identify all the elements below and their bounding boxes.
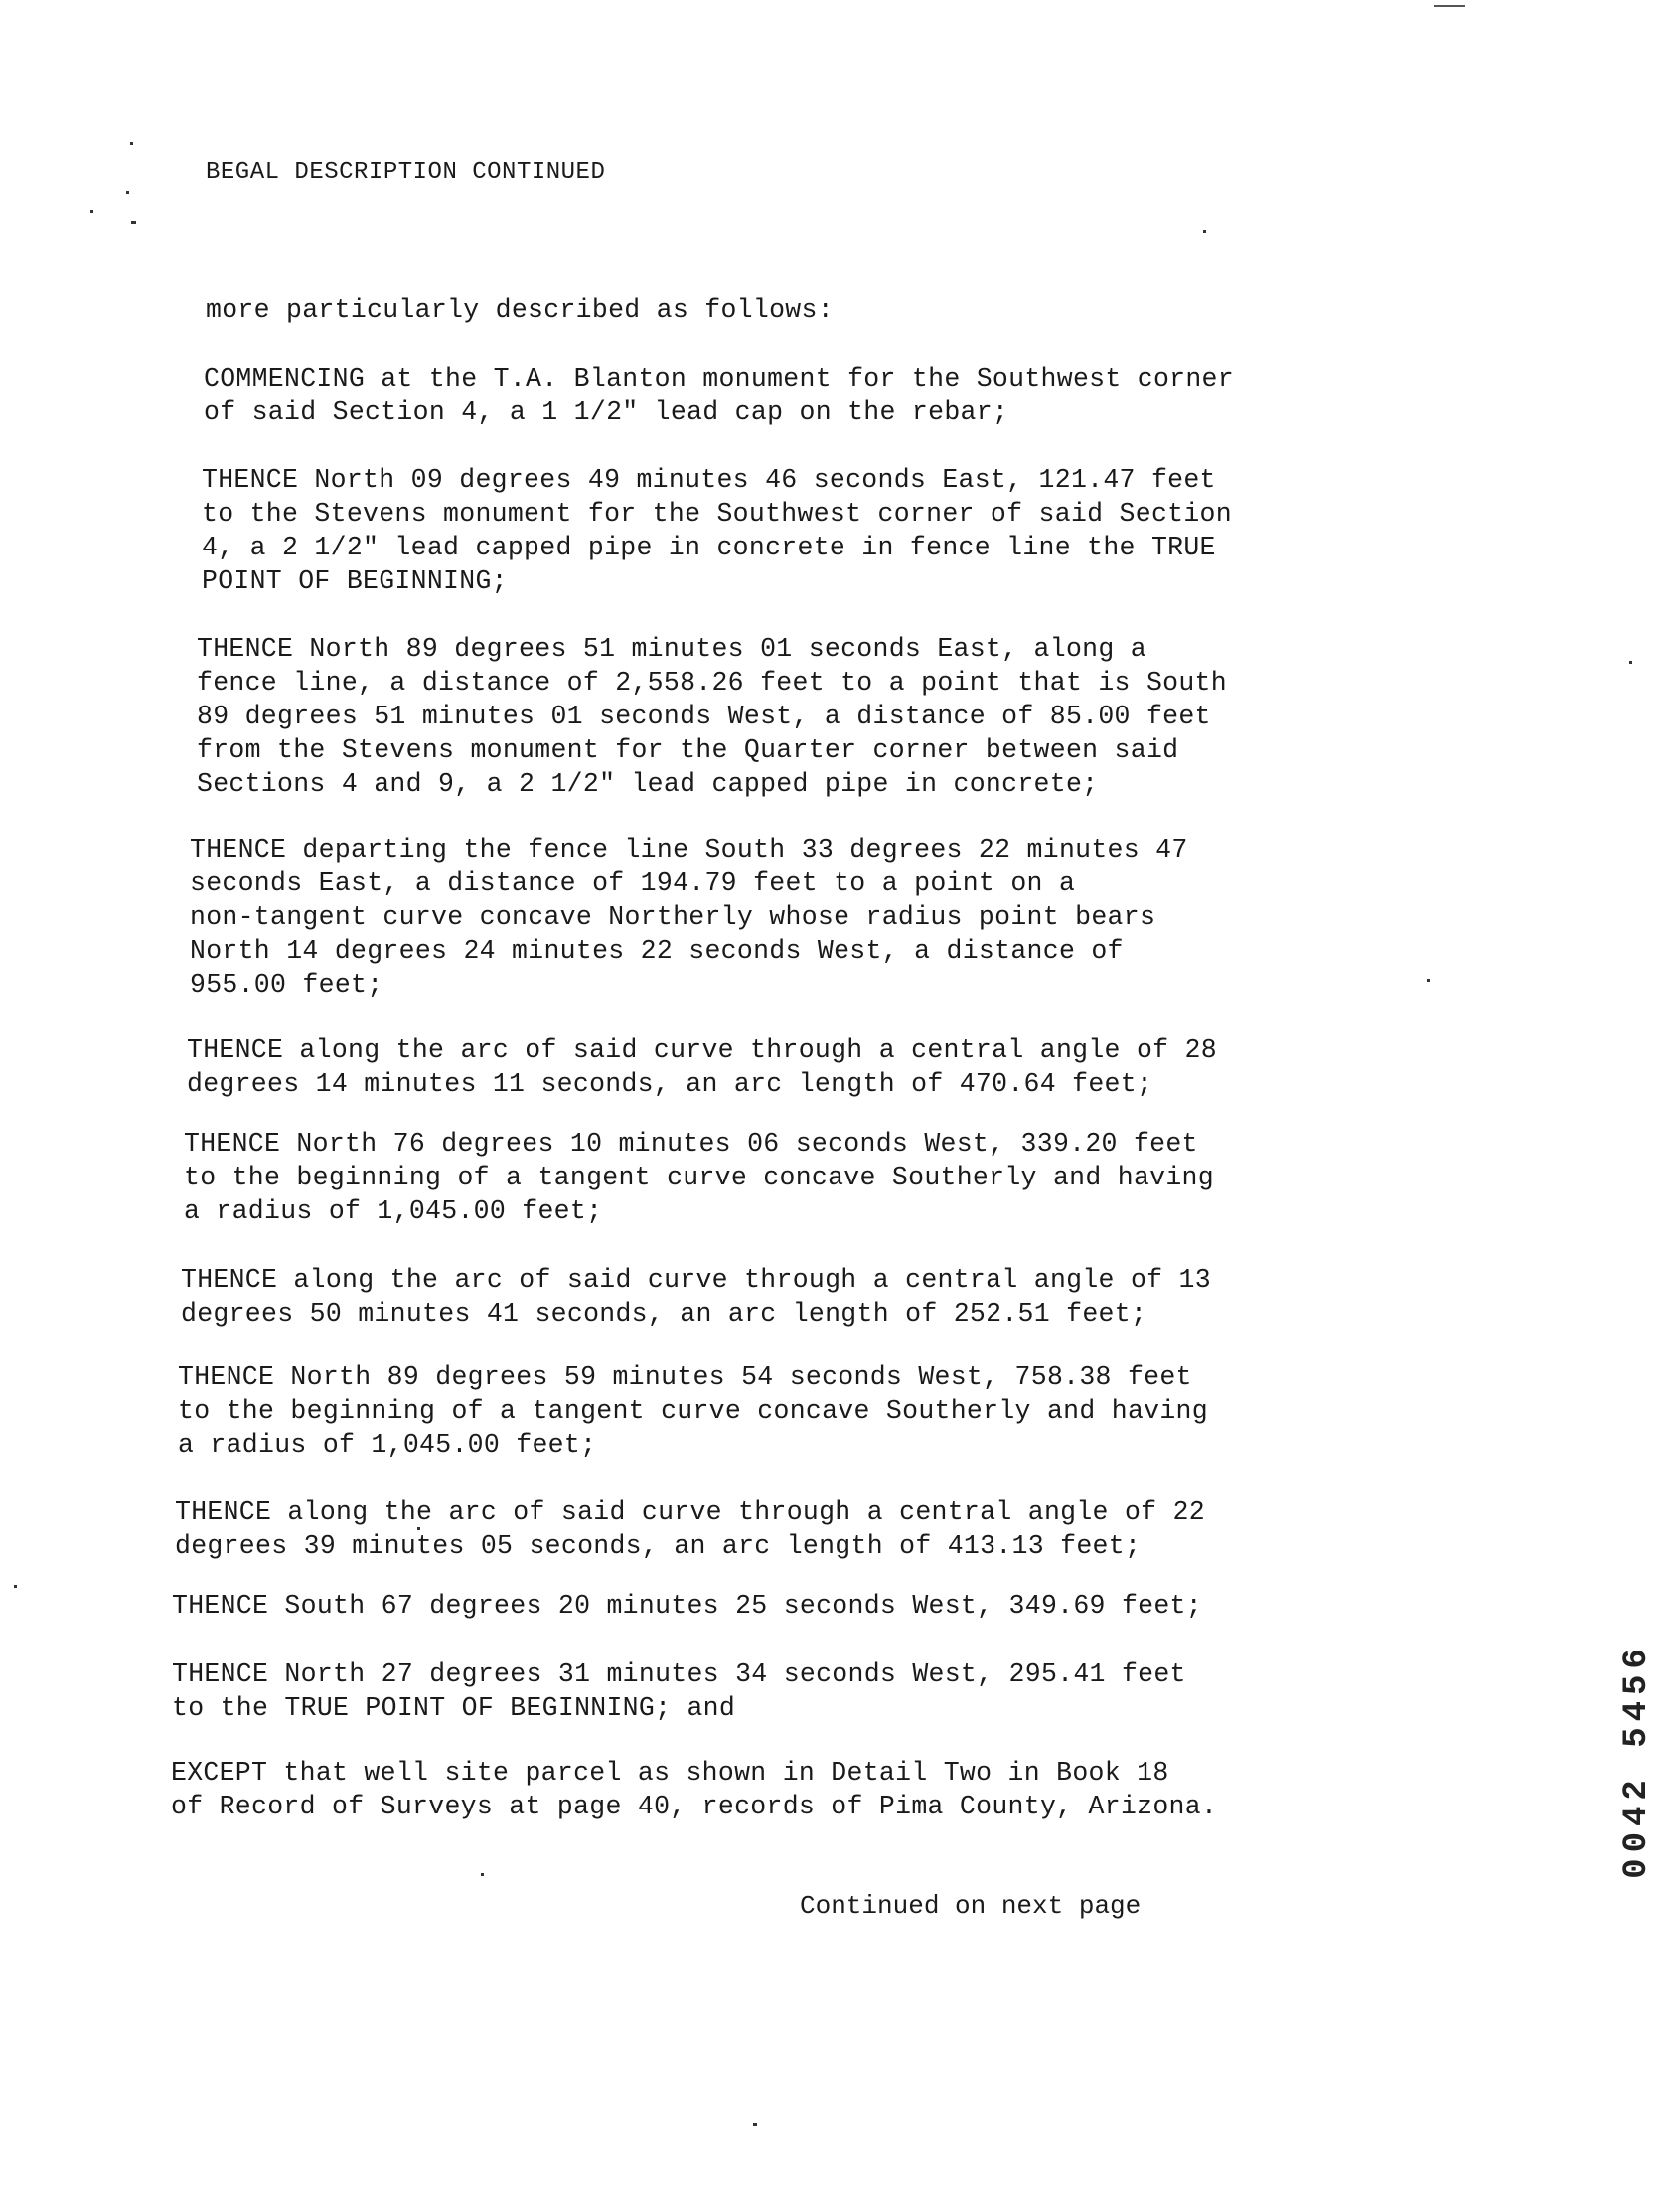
text-line: fence line, a distance of 2,558.26 feet to a point that is South (197, 668, 1227, 698)
paragraph-course-8 (175, 1495, 1205, 1563)
scan-speck (1203, 230, 1206, 233)
text-line: Sections 4 and 9, a 2 1/2" lead capped pipe in concrete; (197, 769, 1099, 799)
scan-speck (1629, 661, 1632, 664)
text-line: 955.00 feet; (190, 970, 383, 1000)
text-line: POINT OF BEGINNING; (202, 566, 508, 596)
text-line: THENCE departing the fence line South 33 degrees 22 minutes 47 (190, 835, 1188, 865)
text-line: of said Section 4, a 1 1/2" lead cap on the rebar; (204, 397, 1009, 427)
text-line: THENCE North 27 degrees 31 minutes 34 seconds West, 295.41 feet (172, 1659, 1186, 1689)
text-line: 4, a 2 1/2" lead capped pipe in concrete in fence line the TRUE (202, 533, 1216, 562)
scan-speck (1427, 979, 1430, 982)
text-line: a radius of 1,045.00 feet; (178, 1430, 597, 1460)
paragraph-commencing (204, 362, 1234, 429)
paragraph-course-9 (172, 1589, 1202, 1623)
text-line: seconds East, a distance of 194.79 feet to a point on a (190, 868, 1076, 898)
scan-speck (14, 1585, 17, 1588)
scan-speck (130, 142, 133, 145)
text-line: THENCE along the arc of said curve through a central angle of 28 (187, 1035, 1217, 1065)
text-line: COMMENCING at the T.A. Blanton monument for the Southwest corner (204, 364, 1234, 393)
stamp-number: 0042 5456 (1618, 1643, 1656, 1879)
page-heading: BEGAL DESCRIPTION CONTINUED (206, 159, 606, 186)
text-line: 89 degrees 51 minutes 01 seconds West, a distance of 85.00 feet (197, 702, 1211, 731)
paragraph-exception (171, 1756, 1217, 1823)
text-line: from the Stevens monument for the Quarter corner between said (197, 735, 1179, 765)
continued-note: Continued on next page (800, 1891, 1142, 1921)
scan-speck (481, 1873, 484, 1876)
text-line: THENCE North 09 degrees 49 minutes 46 seconds East, 121.47 feet (202, 465, 1216, 495)
paragraph-course-4 (187, 1033, 1217, 1101)
margin-stamp (1617, 1587, 1657, 1935)
text-line: degrees 39 minutes 05 seconds, an arc length of 413.13 feet; (175, 1531, 1142, 1561)
paragraph-course-10 (172, 1657, 1186, 1725)
text-line: to the Stevens monument for the Southwest corner of said Section (202, 499, 1232, 529)
text-line: THENCE along the arc of said curve through a central angle of 22 (175, 1497, 1205, 1527)
text-line: THENCE South 67 degrees 20 minutes 25 seconds West, 349.69 feet; (172, 1591, 1202, 1621)
scan-speck (417, 1527, 420, 1530)
text-line: THENCE North 76 degrees 10 minutes 06 seconds West, 339.20 feet (184, 1129, 1198, 1159)
paragraph-course-3 (190, 833, 1188, 1002)
text-line: of Record of Surveys at page 40, records of Pima County, Arizona. (171, 1792, 1218, 1821)
text-line: THENCE along the arc of said curve through a central angle of 13 (181, 1265, 1211, 1295)
paragraph-course-5 (184, 1127, 1214, 1228)
text-line: EXCEPT that well site parcel as shown in Detail Two in Book 18 (171, 1758, 1169, 1788)
text-line: to the beginning of a tangent curve concave Southerly and having (178, 1396, 1208, 1426)
text-line: THENCE North 89 degrees 59 minutes 54 seconds West, 758.38 feet (178, 1362, 1192, 1392)
scan-speck (126, 191, 129, 194)
text-line: a radius of 1,045.00 feet; (184, 1196, 603, 1226)
text-line: non-tangent curve concave Northerly whose radius point bears (190, 902, 1156, 932)
text-line: more particularly described as follows: (206, 295, 834, 325)
paragraph-course-6 (181, 1263, 1211, 1331)
paragraph-course-7 (178, 1360, 1208, 1462)
scan-speck (131, 221, 136, 224)
text-line: degrees 50 minutes 41 seconds, an arc length of 252.51 feet; (181, 1299, 1147, 1329)
scan-speck (753, 2123, 757, 2126)
paragraph-intro (206, 293, 834, 327)
scan-mark (1434, 5, 1465, 7)
text-line: degrees 14 minutes 11 seconds, an arc length of 470.64 feet; (187, 1069, 1153, 1099)
text-line: to the TRUE POINT OF BEGINNING; and (172, 1693, 736, 1723)
paragraph-course-1 (202, 463, 1232, 598)
text-line: to the beginning of a tangent curve concave Southerly and having (184, 1163, 1214, 1192)
paragraph-course-2 (197, 632, 1227, 801)
scan-speck (90, 210, 93, 213)
text-line: North 14 degrees 24 minutes 22 seconds West, a distance of (190, 936, 1124, 966)
text-line: THENCE North 89 degrees 51 minutes 01 seconds East, along a (197, 634, 1146, 664)
